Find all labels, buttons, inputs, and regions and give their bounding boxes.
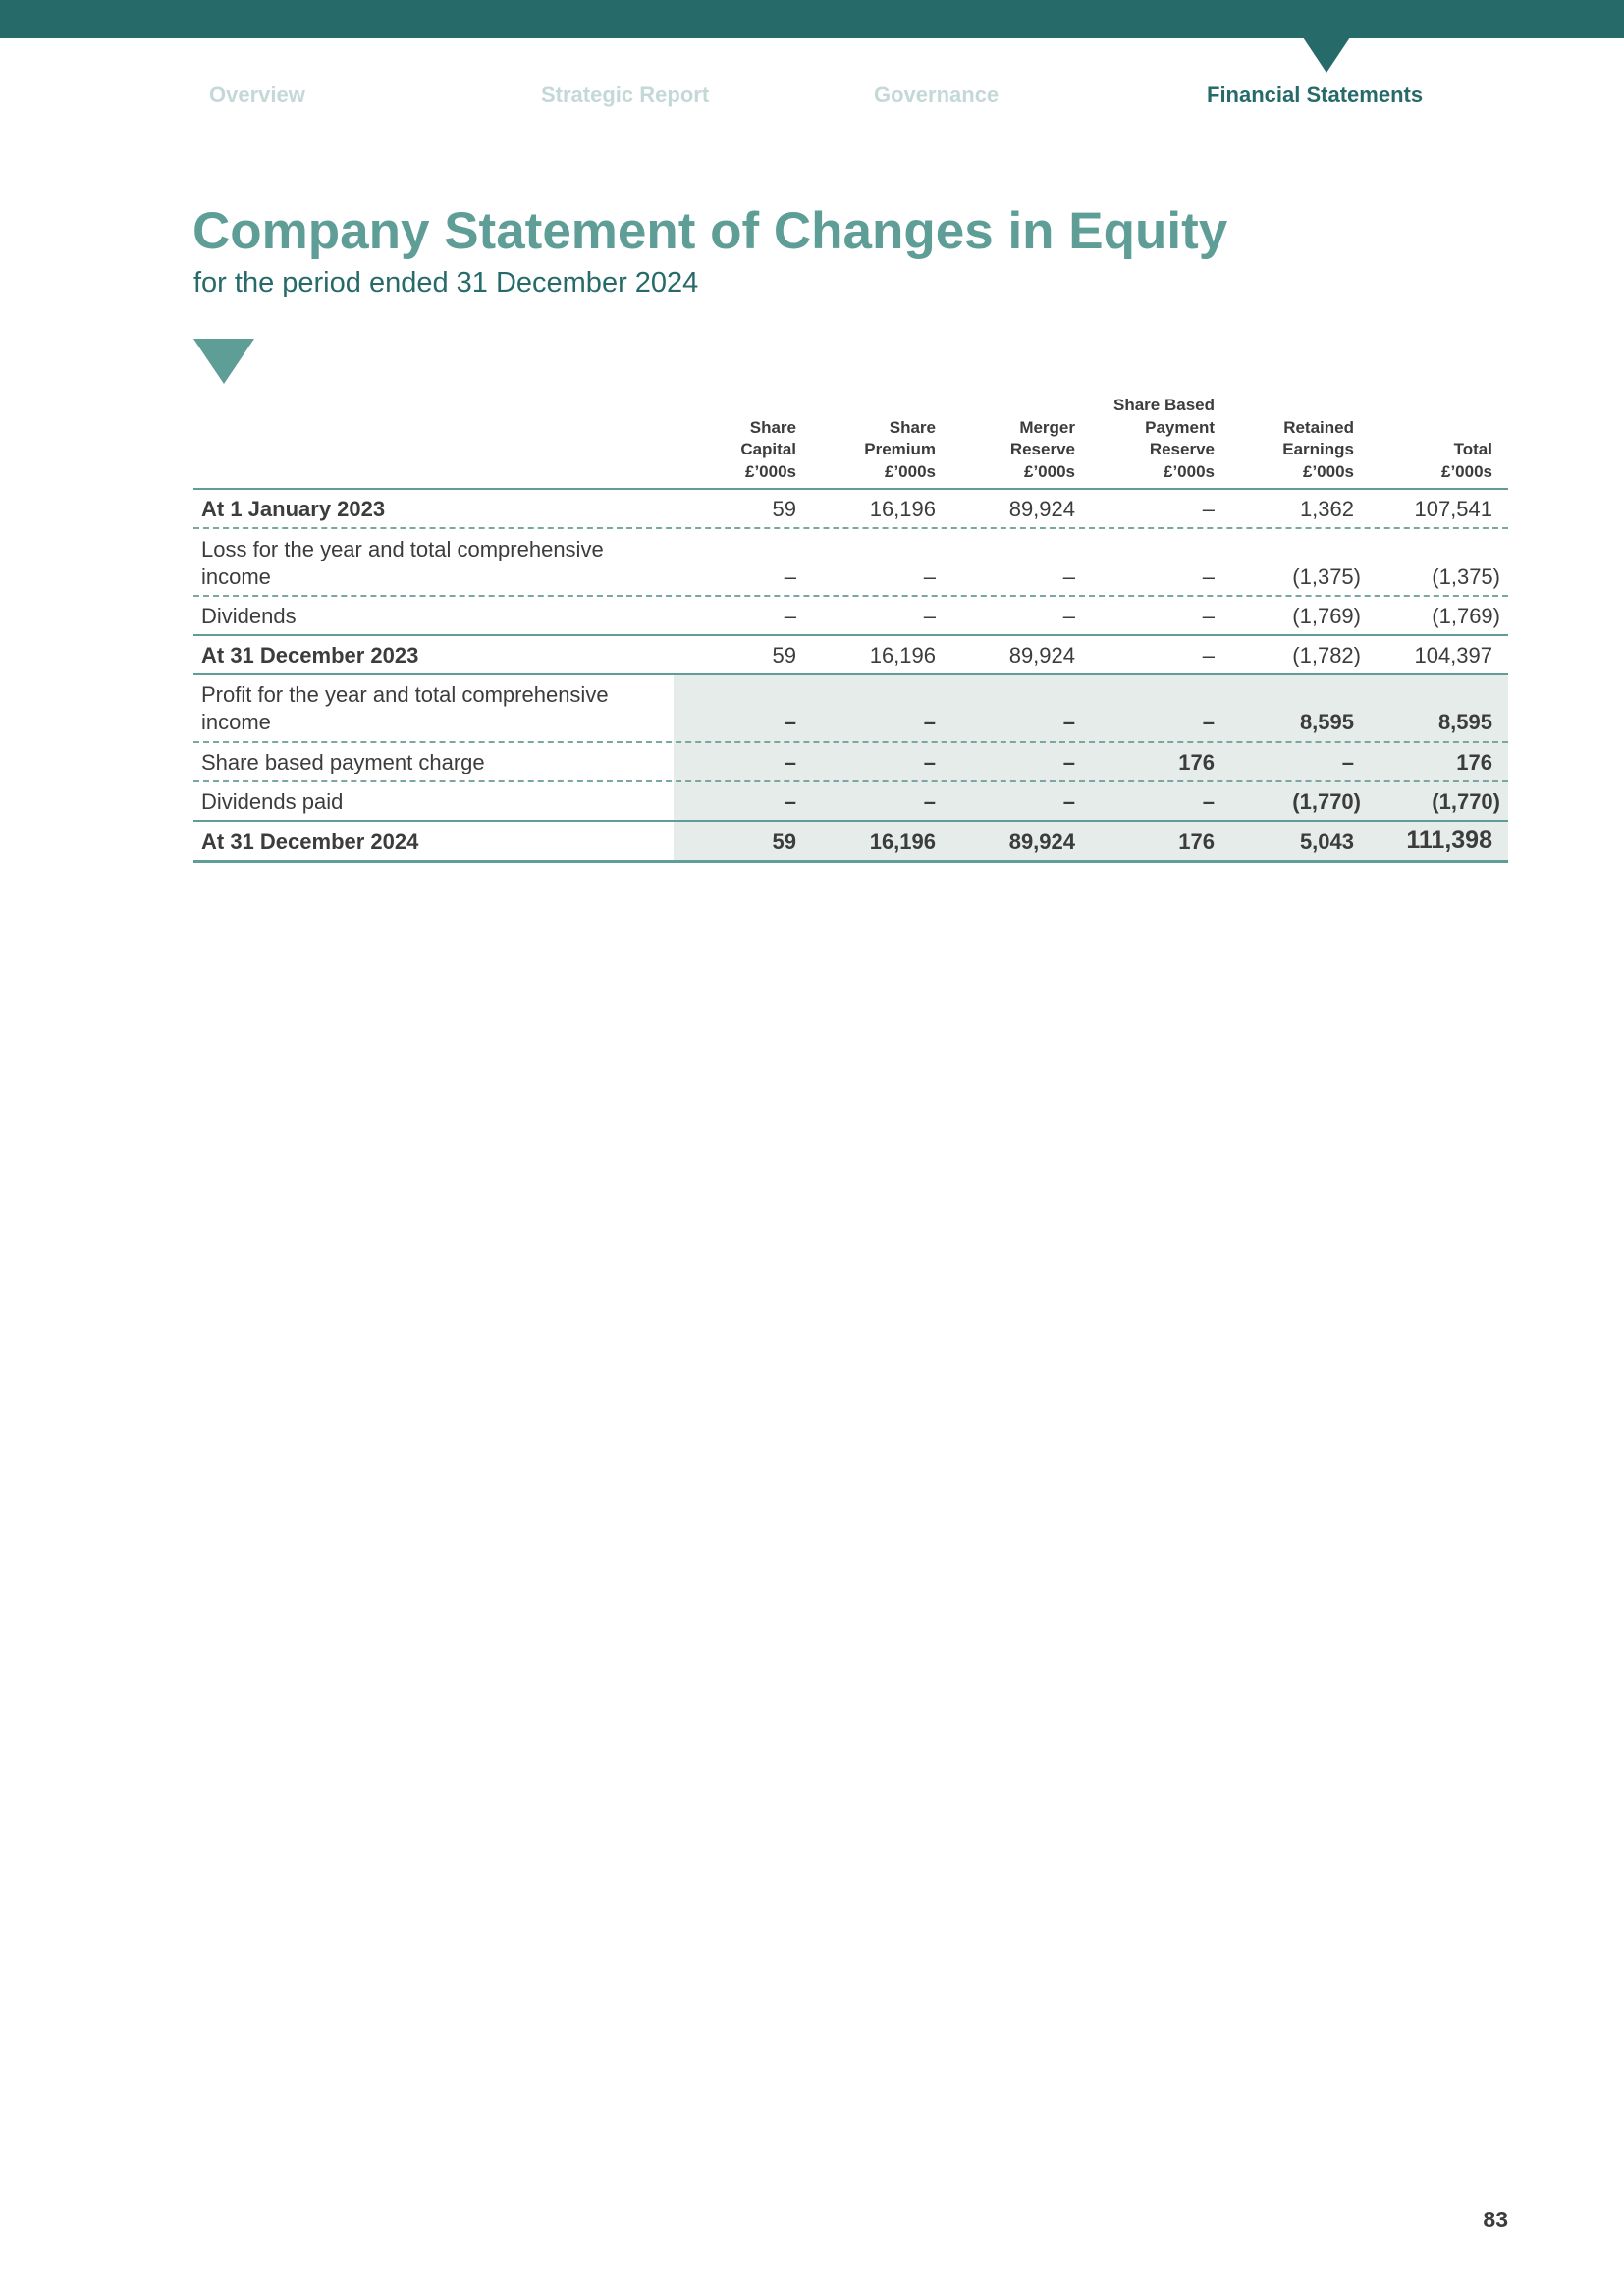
table-cell: 5,043: [1299, 829, 1354, 854]
row-label: Share based payment charge: [201, 750, 485, 774]
table-cell: –: [923, 750, 936, 774]
column-header-share-based-payment-reserve: Share Based Payment Reserve £’000s: [1113, 396, 1215, 481]
table-cell: (1,769): [1292, 604, 1361, 628]
table-cell: 89,924: [1008, 643, 1075, 667]
table-cell: 8,595: [1437, 710, 1492, 734]
table-cell: –: [1062, 789, 1075, 814]
table-cell: –: [784, 710, 796, 734]
table-cell: –: [1202, 789, 1215, 814]
table-cell: –: [923, 564, 936, 589]
row-label: At 1 January 2023: [201, 497, 386, 521]
page-number: 83: [1483, 2207, 1508, 2232]
table-cell: (1,782): [1292, 643, 1361, 667]
page-subtitle: for the period ended 31 December 2024: [193, 267, 699, 298]
table-cell: –: [1202, 710, 1215, 734]
column-header-share-capital: Share Capital £’000s: [740, 417, 796, 481]
row-label: income: [201, 710, 271, 734]
table-cell: 1,362: [1299, 497, 1354, 521]
row-divider: [193, 595, 1508, 597]
table-cell: 176: [1178, 750, 1215, 774]
nav-overview[interactable]: Overview: [209, 82, 305, 107]
current-year-highlight: [674, 675, 1508, 863]
table-cell: 59: [772, 497, 796, 521]
table-cell: –: [1202, 604, 1215, 628]
top-banner: [0, 0, 1624, 38]
table-cell: (1,769): [1432, 604, 1500, 628]
row-divider: [193, 820, 1508, 822]
table-cell: –: [1062, 750, 1075, 774]
table-cell: –: [1062, 604, 1075, 628]
table-cell: 8,595: [1299, 710, 1354, 734]
nav-governance[interactable]: Governance: [874, 82, 1000, 107]
table-cell: 89,924: [1008, 829, 1075, 854]
row-divider: [193, 673, 1508, 675]
row-label: Dividends: [201, 604, 297, 628]
row-divider: [193, 634, 1508, 636]
row-divider: [193, 780, 1508, 782]
table-cell: (1,770): [1292, 789, 1361, 814]
triangle-marker-icon: [193, 339, 254, 384]
table-cell: –: [1202, 564, 1215, 589]
table-cell: –: [1062, 710, 1075, 734]
row-divider: [193, 527, 1508, 529]
table-cell: –: [923, 604, 936, 628]
column-header-retained-earnings: Retained Earnings £’000s: [1282, 417, 1354, 481]
table-cell: –: [923, 710, 936, 734]
table-cell: –: [1341, 750, 1354, 774]
table-cell: –: [784, 789, 796, 814]
nav-strategic-report[interactable]: Strategic Report: [541, 82, 710, 107]
header-rule: [193, 488, 1508, 490]
nav-financial-statements[interactable]: Financial Statements: [1207, 82, 1424, 107]
table-cell: –: [1202, 643, 1215, 667]
column-header-merger-reserve: Merger Reserve £’000s: [1009, 417, 1075, 481]
table-cell: 16,196: [869, 497, 936, 521]
table-cell: 89,924: [1008, 497, 1075, 521]
table-cell: (1,375): [1292, 564, 1361, 589]
table-cell: 107,541: [1414, 497, 1492, 521]
table-cell: –: [923, 789, 936, 814]
table-cell: 16,196: [869, 643, 936, 667]
row-label: At 31 December 2024: [201, 829, 419, 854]
table-cell: –: [1062, 564, 1075, 589]
row-label: Dividends paid: [201, 789, 344, 814]
table-cell: –: [784, 750, 796, 774]
table-cell: –: [1202, 497, 1215, 521]
row-label: income: [201, 564, 271, 589]
row-divider: [193, 741, 1508, 743]
table-cell: (1,770): [1432, 789, 1500, 814]
table-bottom-rule: [193, 860, 1508, 863]
table-cell: 176: [1456, 750, 1492, 774]
page-title: Company Statement of Changes in Equity: [192, 202, 1228, 260]
table-cell: –: [784, 564, 796, 589]
table-cell: (1,375): [1432, 564, 1500, 589]
table-cell: 104,397: [1414, 643, 1492, 667]
table-cell: 111,398: [1406, 827, 1492, 854]
column-header-share-premium: Share Premium £’000s: [864, 417, 936, 481]
row-label: Profit for the year and total comprehensive: [201, 682, 609, 707]
active-section-marker: [1303, 37, 1350, 73]
row-label: Loss for the year and total comprehensive: [201, 537, 604, 561]
row-label: At 31 December 2023: [201, 643, 419, 667]
table-cell: 176: [1178, 829, 1215, 854]
table-cell: 16,196: [869, 829, 936, 854]
table-cell: 59: [772, 643, 796, 667]
table-cell: –: [784, 604, 796, 628]
table-cell: 59: [772, 829, 796, 854]
column-header-total: Total £’000s: [1441, 440, 1492, 481]
